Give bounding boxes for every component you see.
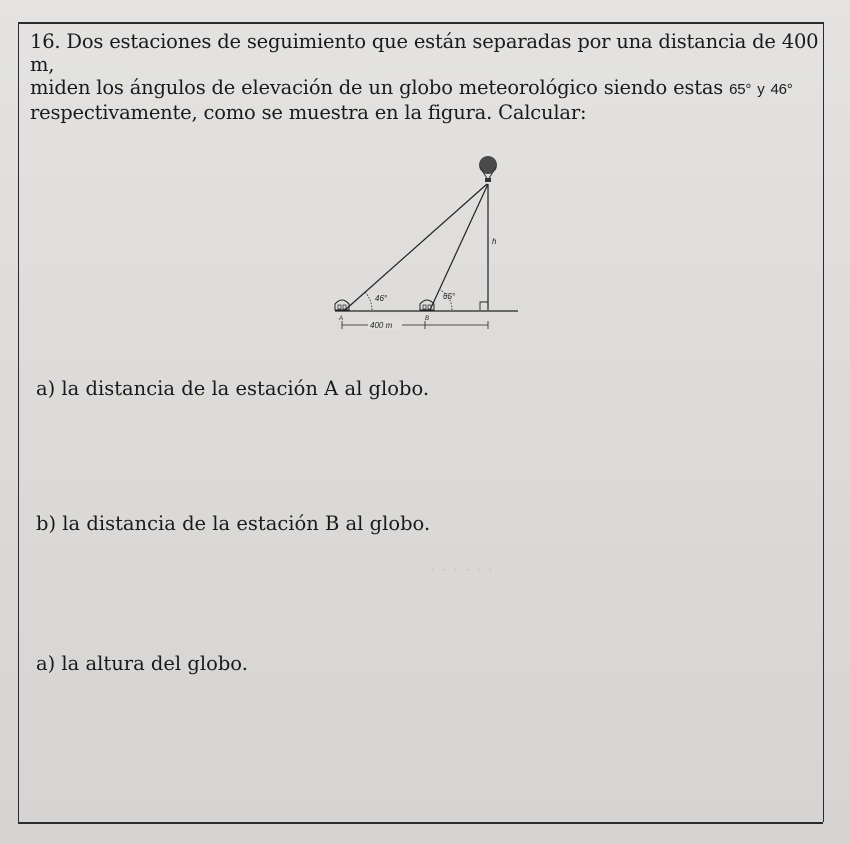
question-a: a) la distancia de la estación A al globo.	[36, 377, 430, 400]
balloon-icon	[479, 156, 497, 182]
problem-statement	[30, 30, 822, 124]
angle-46: 46°	[770, 81, 793, 98]
problem-text-1: Dos estaciones de seguimiento que están separadas por una distancia de 400 m,	[30, 30, 819, 76]
label-h: h	[492, 237, 497, 246]
question-b: b) la distancia de la estación B al globo.	[36, 512, 431, 535]
label-distance: 400 m	[370, 321, 393, 330]
problem-text-3: respectivamente, como se muestra en la figura. Calcular:	[30, 101, 587, 124]
angle-arc-a	[365, 292, 372, 310]
question-c: a) la altura del globo.	[36, 652, 248, 675]
balloon-figure	[330, 152, 530, 342]
label-angle-a: 46°	[375, 294, 388, 303]
bleed-through: · · · · · ·	[430, 560, 493, 581]
frame-bottom-rule	[18, 822, 823, 824]
frame-top-rule	[18, 22, 823, 24]
sight-line-b	[430, 184, 488, 310]
problem-line-3	[30, 101, 822, 124]
sight-line-a	[345, 184, 487, 310]
problem-frame	[18, 22, 824, 822]
problem-line-1	[30, 30, 822, 76]
angle-65: 65°	[729, 81, 752, 98]
label-angle-b: 65°	[443, 292, 456, 301]
problem-number: 16.	[30, 30, 61, 53]
label-a: A	[339, 316, 344, 322]
problem-text-2: miden los ángulos de elevación de un globo meteorológico siendo estas	[30, 76, 724, 99]
conjunction: y	[757, 81, 765, 98]
problem-line-2	[30, 76, 822, 101]
label-b: B	[425, 316, 430, 322]
